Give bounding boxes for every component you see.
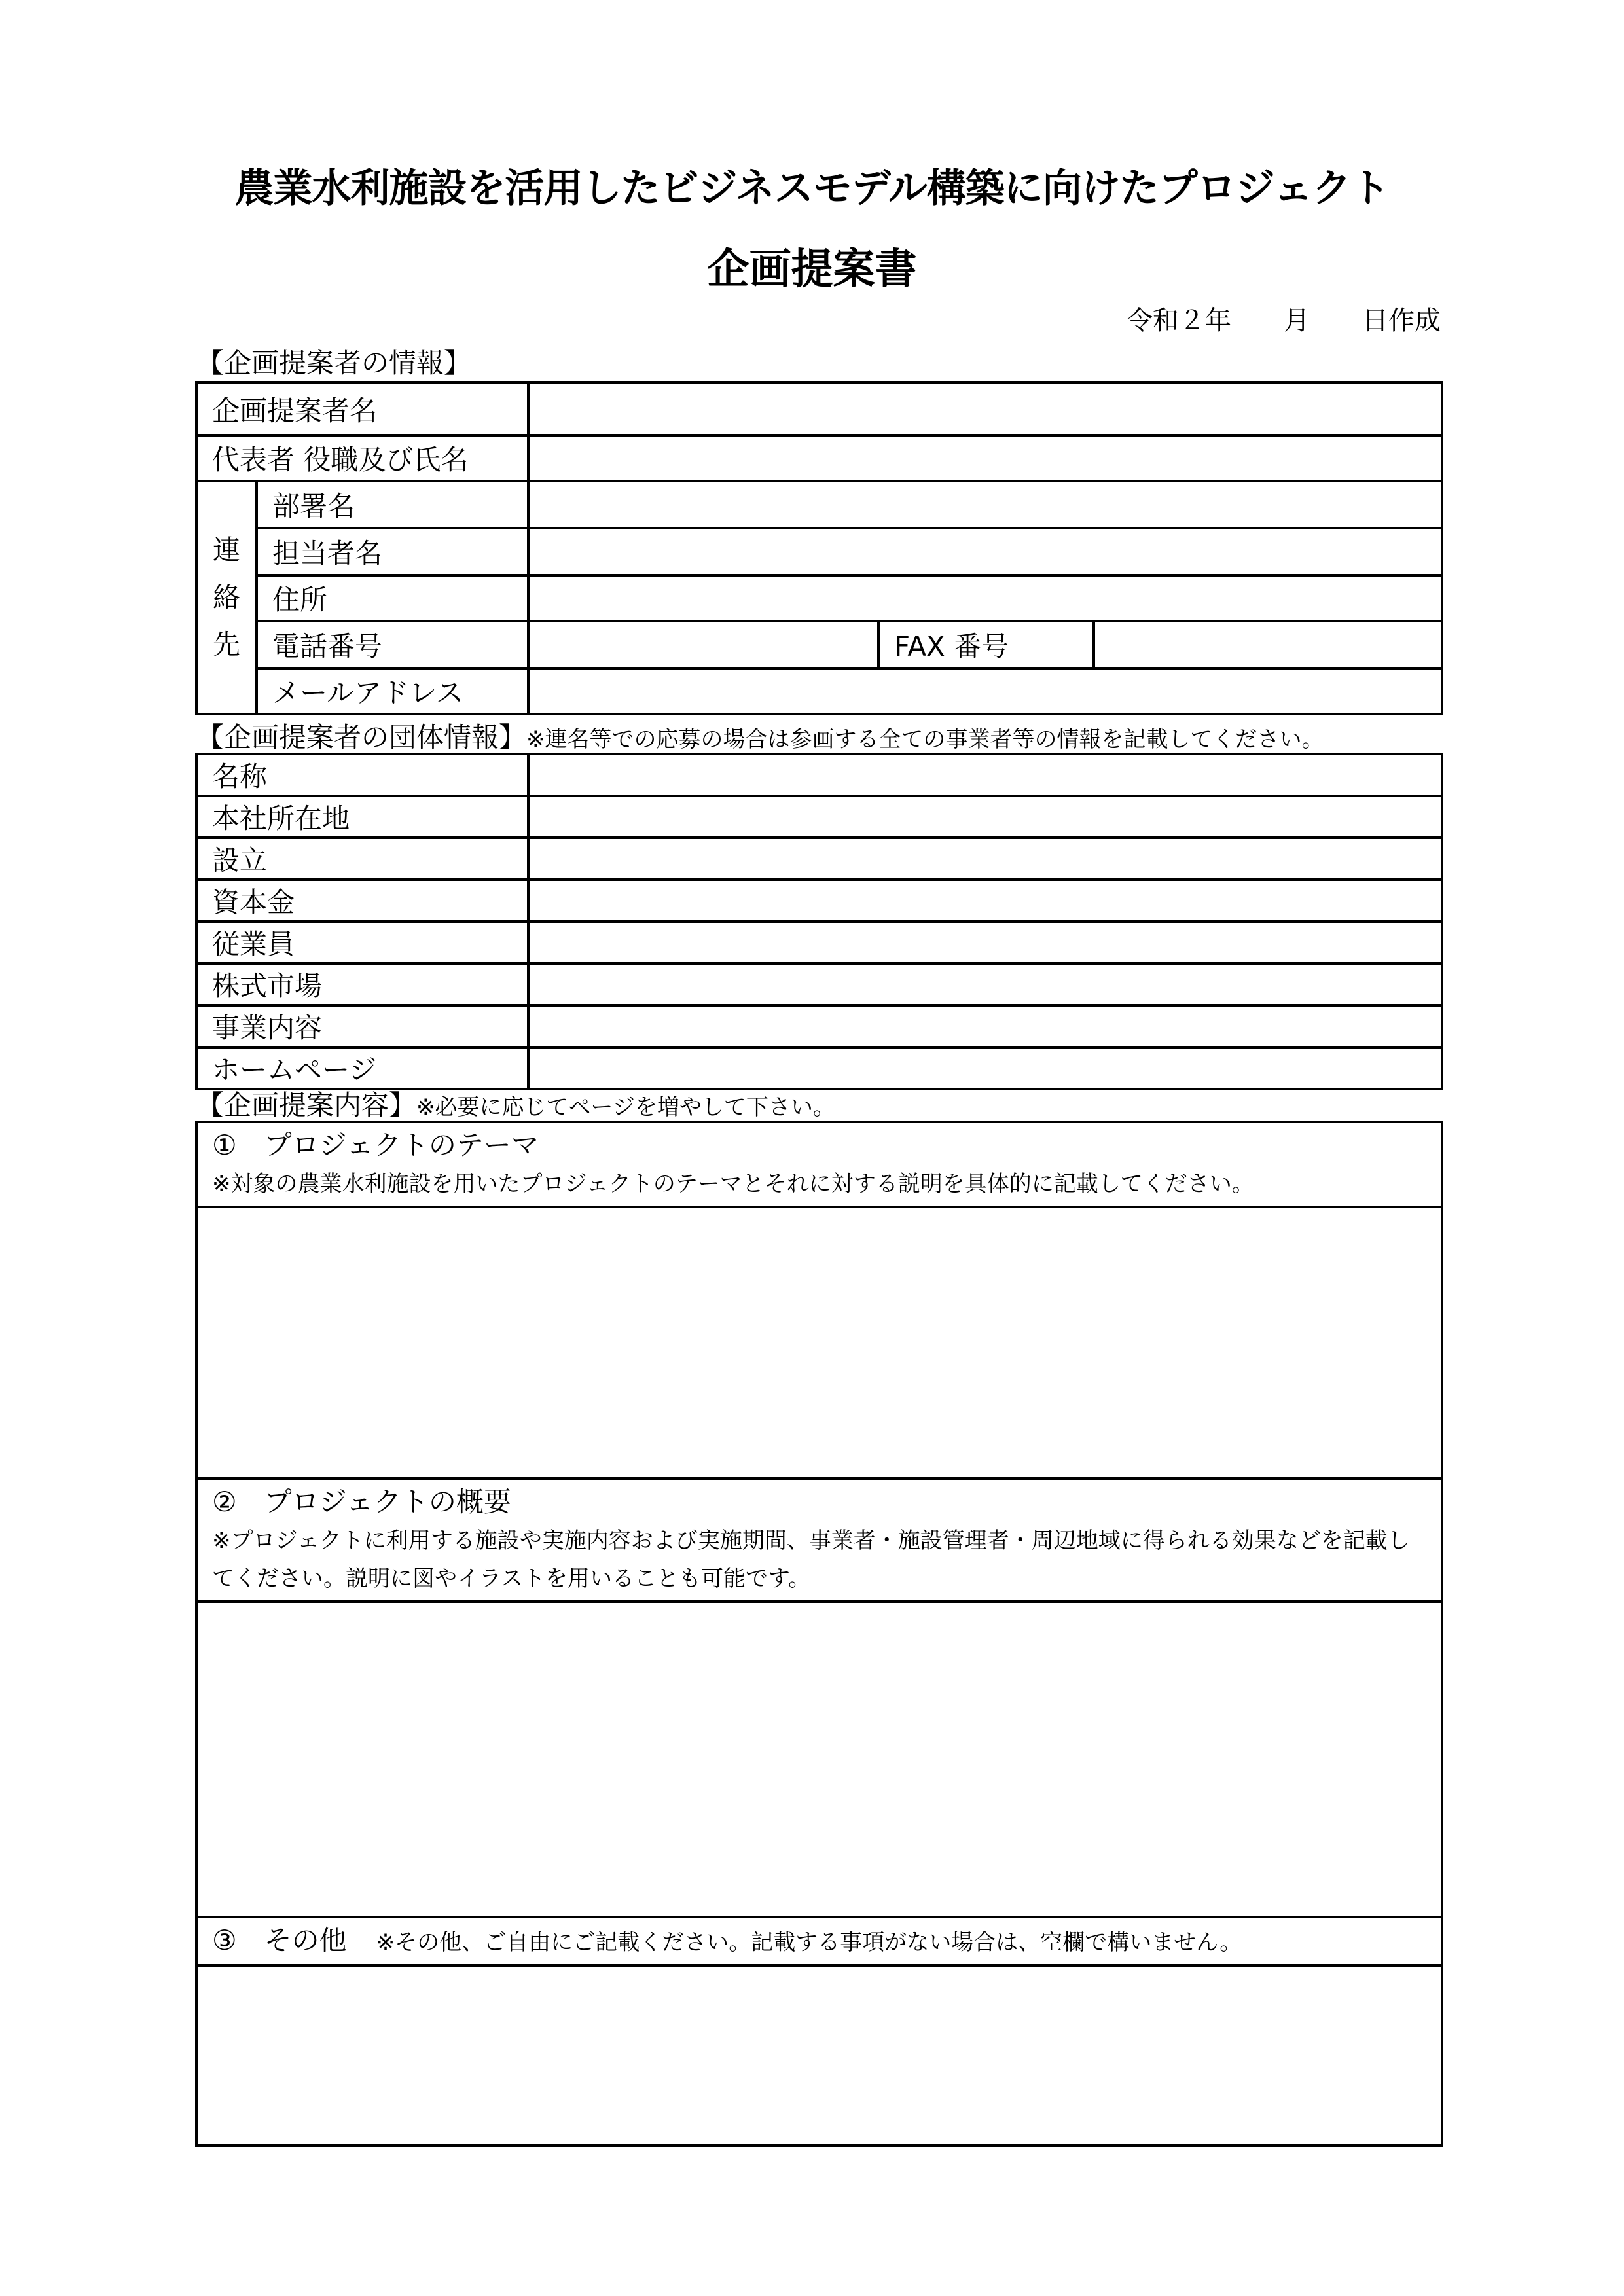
table-row — [196, 838, 1442, 880]
table-row — [196, 382, 1442, 435]
headquarters-field[interactable] — [528, 796, 1442, 838]
fax-label: FAX 番号 — [878, 621, 1094, 668]
table-row — [196, 435, 1442, 481]
table-row — [196, 1047, 1442, 1089]
other-field[interactable] — [196, 1965, 1442, 2145]
table-row — [196, 796, 1442, 838]
overview-section-instruction: ※プロジェクトに利用する施設や実施内容および実施期間、事業者・施設管理者・周辺地域に得られる効果などを記載してください。説明に図やイラストを用いることも可能です。 — [212, 1528, 1410, 1592]
overview-field[interactable] — [196, 1602, 1442, 1917]
table-row — [196, 754, 1442, 796]
org-name-label: 名称 — [196, 754, 528, 796]
proposer-name-field[interactable] — [528, 382, 1442, 435]
table-row — [196, 1005, 1442, 1047]
contact-group-char: 絡 — [212, 581, 240, 613]
contact-group-label — [196, 481, 257, 714]
table-row — [196, 668, 1442, 714]
phone-label: 電話番号 — [257, 621, 528, 668]
headquarters-label: 本社所在地 — [196, 796, 528, 838]
address-label: 住所 — [257, 575, 528, 621]
section-body — [196, 1602, 1442, 1917]
department-field[interactable] — [528, 481, 1442, 528]
email-field[interactable] — [528, 668, 1442, 714]
employees-field[interactable] — [528, 922, 1442, 963]
organization-info-note: ※連名等での応募の場合は参画する全ての事業者等の情報を記載してください。 — [526, 726, 1324, 753]
established-label: 設立 — [196, 838, 528, 880]
table-row — [196, 575, 1442, 621]
other-section-instruction: ※その他、ご自由にご記載ください。記載する事項がない場合は、空欄で構いません。 — [376, 1929, 1242, 1956]
contact-person-field[interactable] — [528, 528, 1442, 575]
homepage-label: ホームページ — [196, 1047, 528, 1089]
fax-field[interactable] — [1094, 621, 1442, 668]
proposer-info-table — [195, 381, 1443, 715]
theme-section-instruction: ※対象の農業水利施設を用いたプロジェクトのテーマとそれに対する説明を具体的に記載してください。 — [212, 1171, 1254, 1197]
table-row — [196, 963, 1442, 1005]
proposer-name-label: 企画提案者名 — [196, 382, 528, 435]
theme-section-title: ① プロジェクトのテーマ — [212, 1129, 539, 1161]
table-row — [196, 880, 1442, 922]
section-body — [196, 1207, 1442, 1479]
email-label: メールアドレス — [257, 668, 528, 714]
proposal-content-table — [195, 1121, 1443, 2147]
business-content-field[interactable] — [528, 1005, 1442, 1047]
homepage-field[interactable] — [528, 1047, 1442, 1089]
section-header — [196, 1917, 1442, 1965]
organization-info-header — [196, 716, 1324, 755]
organization-info-table — [195, 753, 1443, 1090]
capital-field[interactable] — [528, 880, 1442, 922]
contact-group-char: 先 — [212, 628, 240, 660]
employees-label: 従業員 — [196, 922, 528, 963]
contact-group-char: 連 — [212, 534, 240, 566]
table-row — [196, 621, 1442, 668]
other-section-title: ③ その他 — [212, 1924, 347, 1956]
proposer-info-heading: 【企画提案者の情報】 — [196, 347, 472, 379]
business-content-label: 事業内容 — [196, 1005, 528, 1047]
section-body — [196, 1965, 1442, 2145]
representative-field[interactable] — [528, 435, 1442, 481]
capital-label: 資本金 — [196, 880, 528, 922]
document-subtitle: 企画提案書 — [707, 245, 917, 294]
stock-market-field[interactable] — [528, 963, 1442, 1005]
phone-field[interactable] — [528, 621, 878, 668]
org-name-field[interactable] — [528, 754, 1442, 796]
stock-market-label: 株式市場 — [196, 963, 528, 1005]
proposal-content-note: ※必要に応じてページを増やして下さい。 — [416, 1094, 835, 1121]
organization-info-heading: 【企画提案者の団体情報】 — [196, 721, 527, 753]
table-row — [196, 481, 1442, 528]
table-row — [196, 528, 1442, 575]
theme-field[interactable] — [196, 1207, 1442, 1479]
proposal-content-header — [196, 1084, 835, 1123]
established-field[interactable] — [528, 838, 1442, 880]
contact-person-label: 担当者名 — [257, 528, 528, 575]
overview-section-title: ② プロジェクトの概要 — [212, 1486, 511, 1518]
section-header — [196, 1122, 1442, 1207]
table-row — [196, 922, 1442, 963]
document-title: 農業水利施設を活用したビジネスモデル構築に向けたプロジェクト — [234, 166, 1390, 211]
creation-date: 令和２年 月 日作成 — [1127, 306, 1441, 336]
representative-label: 代表者 役職及び氏名 — [196, 435, 528, 481]
address-field[interactable] — [528, 575, 1442, 621]
department-label: 部署名 — [257, 481, 528, 528]
section-header — [196, 1479, 1442, 1602]
proposal-content-heading: 【企画提案内容】 — [196, 1089, 417, 1121]
